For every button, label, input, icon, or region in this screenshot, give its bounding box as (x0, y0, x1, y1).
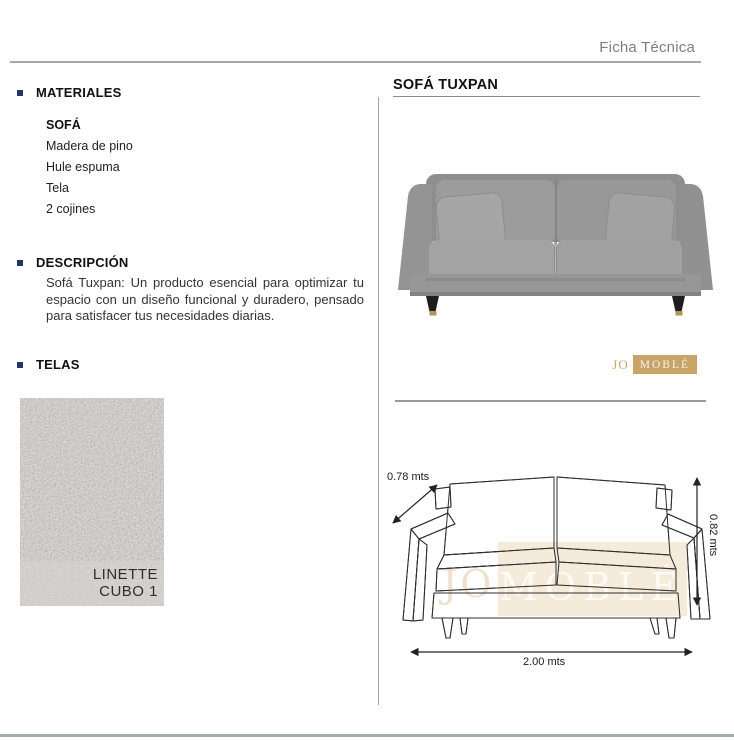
brand-moble-badge: MOBLÉ (633, 355, 697, 374)
header-divider (10, 61, 701, 63)
page-bottom-border (0, 734, 734, 737)
material-item: Tela (46, 181, 69, 195)
square-bullet-icon (17, 260, 23, 266)
materiales-header (17, 85, 122, 100)
material-item: Hule espuma (46, 160, 120, 174)
fabric-name-line1: LINETTE (92, 566, 158, 583)
telas-header (17, 357, 80, 372)
fabric-name-line2: CUBO 1 (99, 583, 158, 600)
page-title: Ficha Técnica (599, 39, 695, 56)
descripcion-header (17, 255, 129, 270)
product-title: SOFÁ TUXPAN (393, 77, 499, 93)
materiales-subtitle: SOFÁ (46, 118, 81, 132)
materiales-title: MATERIALES (36, 85, 122, 100)
square-bullet-icon (17, 362, 23, 368)
sofa-photo (398, 168, 713, 318)
fabric-name (93, 566, 158, 600)
fabric-swatch-image (20, 398, 164, 606)
brand-jo-text: JO (612, 356, 629, 372)
descripcion-body: Sofá Tuxpan: Un producto esencial para optimizar tu espacio con un diseño funcional y duradero, pensado para satisfacer tus necesidades diarias. (46, 275, 364, 323)
depth-dimension-label: 0.78 mts (387, 471, 430, 483)
product-title-underline (393, 96, 700, 97)
section-divider (395, 400, 706, 402)
watermark-jo-text: JO (442, 562, 495, 606)
descripcion-title: DESCRIPCIÓN (36, 255, 129, 270)
width-dimension-label: 2.00 mts (523, 656, 566, 668)
watermark-moble-text: MOBLÉ (499, 565, 685, 609)
material-item: 2 cojines (46, 202, 96, 216)
square-bullet-icon (17, 90, 23, 96)
column-divider (378, 97, 379, 705)
sofa-technical-drawing (384, 468, 724, 668)
telas-title: TELAS (36, 357, 80, 372)
height-dimension-label: 0.82 mts (707, 514, 719, 557)
material-item: Madera de pino (46, 139, 133, 153)
brand-logo (612, 355, 697, 374)
